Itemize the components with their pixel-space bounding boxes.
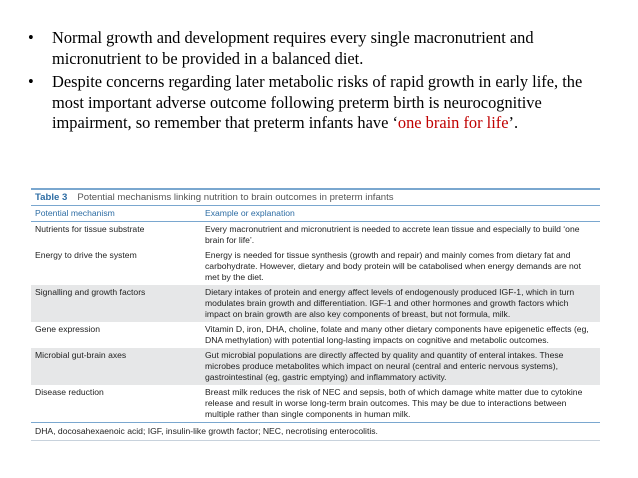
- table-title: Potential mechanisms linking nutrition to brain outcomes in preterm infants: [77, 192, 394, 203]
- table-footnote: DHA, docosahexaenoic acid; IGF, insulin-like growth factor; NEC, necrotising enterocolitis.: [31, 422, 600, 441]
- bullet-item: [28, 72, 618, 134]
- column-header: Example or explanation: [201, 206, 600, 222]
- table-row: [31, 385, 600, 422]
- bullet-text-end: ’.: [508, 113, 519, 132]
- table: [31, 205, 600, 422]
- table-row: [31, 248, 600, 285]
- bullet-item: [28, 28, 618, 69]
- table-row: [31, 322, 600, 348]
- mechanism-cell: Nutrients for tissue substrate: [35, 224, 145, 234]
- mechanism-cell: Signalling and growth factors: [31, 285, 201, 322]
- bullet-marker: •: [28, 28, 34, 47]
- mechanism-cell: Energy to drive the system: [35, 250, 137, 260]
- mechanism-cell: Gene expression: [35, 324, 100, 334]
- explanation-cell: Every macronutrient and micronutrient is needed to accrete lean tissue and especially to build ‘one brain for life’.: [205, 224, 580, 245]
- explanation-cell: Gut microbial populations are directly affected by quality and quantity of enteral intakes. These microbes produce metabolites which impact on neural (central and enteric nervous systems), gastrointestinal (eg, gastric emptying) and inflammatory activity.: [201, 348, 600, 385]
- table-row: [31, 348, 600, 385]
- table-header-row: [31, 206, 600, 222]
- bullet-marker: •: [28, 72, 34, 91]
- mechanism-cell: Microbial gut-brain axes: [31, 348, 201, 385]
- mechanism-cell: Disease reduction: [35, 387, 104, 397]
- explanation-cell: Dietary intakes of protein and energy affect levels of endogenously produced IGF-1, which in turn modulates brain growth and differentiation. IGF-1 and other hormones and growth factors which impact on brain growth are also key components of breast, but not formula, milk.: [201, 285, 600, 322]
- table-row: [31, 285, 600, 322]
- bullet-list: [28, 28, 618, 137]
- table-caption: [31, 188, 600, 205]
- bullet-text: Despite concerns regarding later metabolic risks of rapid growth in early life, the most important adverse outcome following preterm birth is neurocognitive impairment, so remember that preterm infants have ‘: [52, 72, 583, 132]
- bullet-text: Normal growth and development requires every single macronutrient and micronutrient to be provided in a balanced diet.: [52, 28, 534, 68]
- table-row: [31, 222, 600, 249]
- column-header: Potential mechanism: [31, 206, 201, 222]
- explanation-cell: Breast milk reduces the risk of NEC and sepsis, both of which damage white matter due to cytokine release and result in worse long-term brain outcomes. This may be due to interactions between multiple rather than single components in human milk.: [205, 387, 583, 419]
- explanation-cell: Energy is needed for tissue synthesis (growth and repair) and mainly comes from dietary fat and carbohydrate. However, dietary and body protein will be catabolised when energy demands are not met by the diet.: [205, 250, 581, 282]
- explanation-cell: Vitamin D, iron, DHA, choline, folate and many other dietary components have epigenetic effects (eg, DNA methylation) with potential long-lasting impacts on cognitive and metabolic outcomes.: [205, 324, 589, 345]
- nutrition-table: [31, 188, 600, 441]
- table-label: Table 3: [35, 192, 68, 203]
- highlight-text: one brain for life: [397, 113, 509, 132]
